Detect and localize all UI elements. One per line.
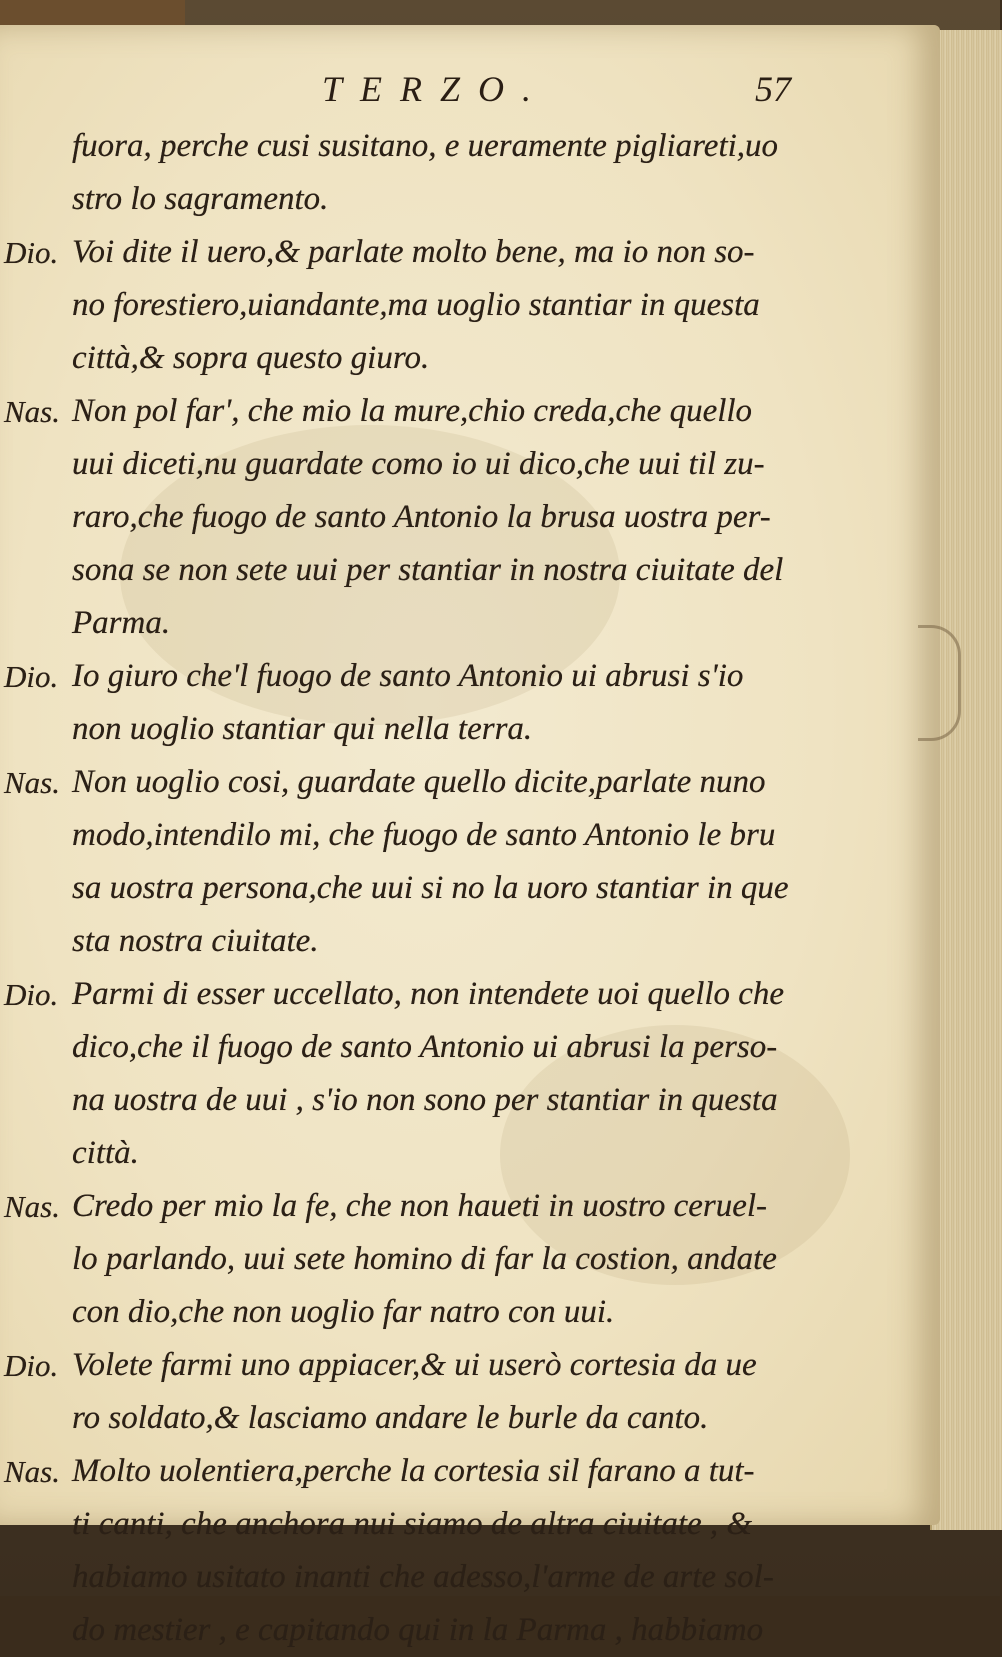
line-text: raro,che fuogo de santo Antonio la brusa uostra per- — [72, 499, 771, 535]
text-line — [0, 1445, 860, 1498]
line-text: non uoglio stantiar qui nella terra. — [72, 711, 533, 747]
text-line — [0, 862, 860, 915]
text-line — [0, 1604, 860, 1657]
text-line — [0, 1127, 860, 1180]
text-line — [0, 915, 860, 968]
text-line — [0, 173, 860, 226]
text-line — [0, 332, 860, 385]
speaker-label: Nas. — [4, 1454, 60, 1489]
text-line — [0, 968, 860, 1021]
text-line — [0, 1551, 860, 1604]
line-text: habiamo usitato inanti che adesso,l'arme de arte sol- — [72, 1559, 774, 1595]
line-text: Io giuro che'l fuogo de santo Antonio ui abrusi s'io — [72, 658, 744, 694]
speaker-label: Nas. — [4, 1189, 60, 1224]
line-text: città. — [72, 1135, 139, 1171]
line-text: do mestier , e capitando qui in la Parma , habbiamo — [72, 1612, 764, 1648]
line-text: ro soldato,& lasciamo andare le burle da canto. — [72, 1400, 709, 1436]
line-text: dico,che il fuogo de santo Antonio ui abrusi la perso- — [72, 1029, 778, 1065]
text-line — [0, 1180, 860, 1233]
speaker-label: Nas. — [4, 765, 60, 800]
page-edges — [930, 30, 1002, 1530]
text-line — [0, 279, 860, 332]
line-text: Credo per mio la fe, che non haueti in uostro ceruel- — [72, 1188, 768, 1224]
text-line — [0, 650, 860, 703]
line-text: lo parlando, uui sete homino di far la costion, andate — [72, 1241, 777, 1277]
text-line — [0, 1021, 860, 1074]
line-text: modo,intendilo mi, che fuogo de santo Antonio le bru — [72, 817, 776, 853]
line-text: Voi dite il uero,& parlate molto bene, ma io non so- — [72, 234, 755, 270]
text-line — [0, 756, 860, 809]
speaker-label: Dio. — [4, 1348, 59, 1383]
line-text: ti canti, che anchora nui siamo de altra ciuitate , & — [72, 1506, 753, 1542]
line-text: città,& sopra questo giuro. — [72, 340, 430, 376]
line-text: Volete farmi uno appiacer,& ui userò cortesia da ue — [72, 1347, 757, 1383]
line-text: na uostra de uui , s'io non sono per stantiar in questa — [72, 1082, 778, 1118]
line-text: Molto uolentiera,perche la cortesia sil farano a tut- — [72, 1453, 755, 1489]
line-text: no forestiero,uiandante,ma uoglio stantiar in questa — [72, 287, 760, 323]
page-header — [0, 62, 940, 122]
line-text: fuora, perche cusi susitano, e ueramente pigliareti,uo — [72, 128, 779, 164]
text-line — [0, 1498, 860, 1551]
text-line — [0, 226, 860, 279]
line-text: Non pol far', che mio la mure,chio creda,che quello — [72, 393, 753, 429]
text-line — [0, 438, 860, 491]
line-text: sa uostra persona,che uui si no la uoro stantiar in que — [72, 870, 789, 906]
text-line — [0, 703, 860, 756]
text-line — [0, 544, 860, 597]
speaker-label: Nas. — [4, 394, 60, 429]
running-title: TERZO. — [322, 69, 550, 109]
page-number: 57 — [755, 69, 791, 109]
line-text: stro lo sagramento. — [72, 181, 329, 217]
text-line — [0, 1392, 860, 1445]
speaker-label: Dio. — [4, 977, 59, 1012]
text-line — [0, 491, 860, 544]
speaker-label: Dio. — [4, 659, 59, 694]
line-text: Parma. — [72, 605, 171, 641]
text-line — [0, 809, 860, 862]
line-text: Non uoglio cosi, guardate quello dicite,parlate nuno — [72, 764, 766, 800]
text-line — [0, 1339, 860, 1392]
text-line — [0, 120, 860, 173]
line-text: uui diceti,nu guardate como io ui dico,che uui til zu- — [72, 446, 765, 482]
text-line — [0, 385, 860, 438]
speaker-label: Dio. — [4, 235, 59, 270]
clasp-mark — [918, 625, 961, 741]
line-text: Parmi di esser uccellato, non intendete uoi quello che — [72, 976, 785, 1012]
line-text: con dio,che non uoglio far natro con uui. — [72, 1294, 615, 1330]
text-line — [0, 1286, 860, 1339]
dialogue-text — [0, 120, 860, 1657]
text-line — [0, 1074, 860, 1127]
text-line — [0, 597, 860, 650]
text-line — [0, 1233, 860, 1286]
line-text: sona se non sete uui per stantiar in nostra ciuitate del — [72, 552, 784, 588]
line-text: sta nostra ciuitate. — [72, 923, 319, 959]
